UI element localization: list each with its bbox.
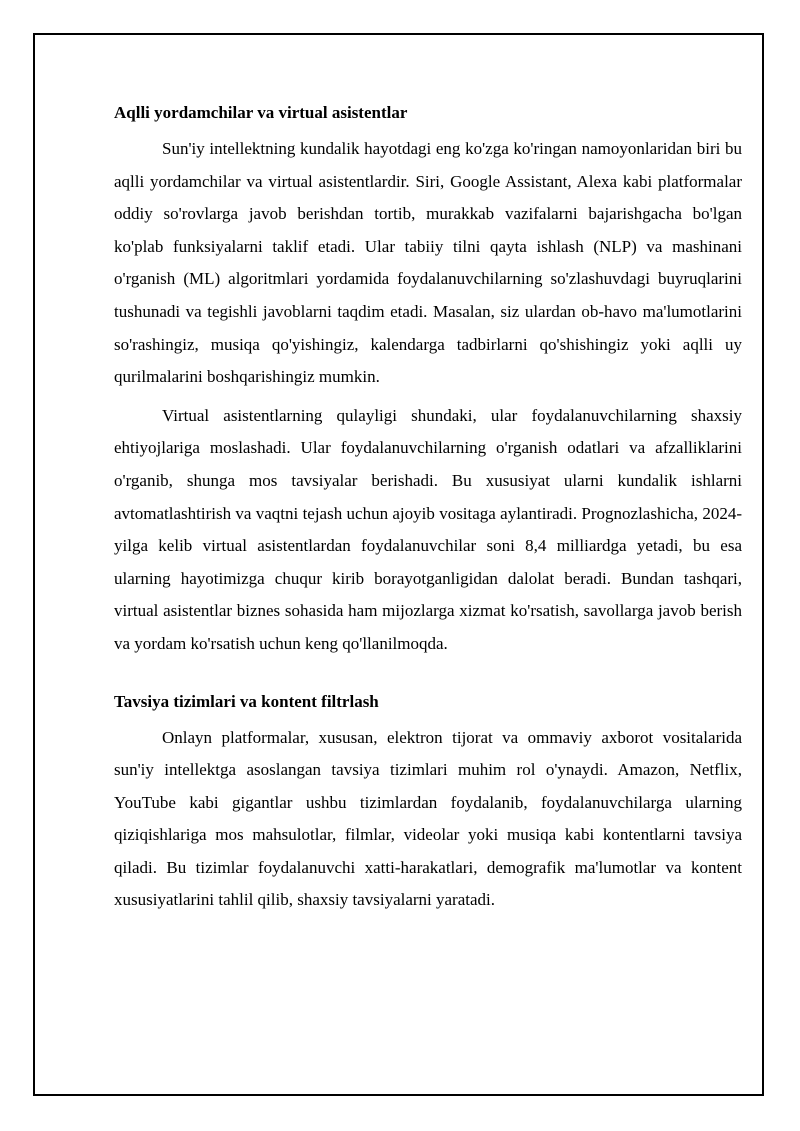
section-heading: Tavsiya tizimlari va kontent filtrlash [114, 691, 379, 711]
document-body [114, 97, 742, 923]
paragraph: Virtual asistentlarning qulayligi shundaki, ular foydalanuvchilarning shaxsiy ehtiyojlariga moslashadi. Ular foydalanuvchilarning o'rganish odatlari va afzalliklarini o'rganib, shunga mos tavsiyalar berishadi. Bu xususiyat ularni kundalik ishlarni avtomatlashtirish va vaqtni tejash uchun ajoyib vositaga aylantiradi. Prognozlashicha, 2024-yilga kelib virtual asistentlardan foydalanuvchilar soni 8,4 milliardga yetadi, bu esa ularning hayotimizga chuqur kirib borayotganligidan dalolat beradi. Bundan tashqari, virtual asistentlar biznes sohasida ham mijozlarga xizmat ko'rsatish, savollarga javob berish va yordam ko'rsatish uchun keng qo'llanilmoqda. [114, 405, 742, 653]
paragraph: Sun'iy intellektning kundalik hayotdagi eng ko'zga ko'ringan namoyonlaridan biri bu aqlli yordamchilar va virtual asistentlardir. Siri, Google Assistant, Alexa kabi platformalar oddiy so'rovlarga javob berishdan tortib, murakkab vazifalarni bajarishgacha bo'lgan ko'plab funksiyalarni taklif etadi. Ular tabiiy tilni qayta ishlash (NLP) va mashinani o'rganish (ML) algoritmlari yordamida foydalanuvchilarning so'zlashuvdagi buyruqlarini tushunadi va tegishli javoblarni taqdim etadi. Masalan, siz ulardan ob-havo ma'lumotlarini so'rashingiz, musiqa qo'yishingiz, kalendarga tadbirlarni qo'shishingiz yoki aqlli uy qurilmalarini boshqarishingiz mumkin. [114, 139, 742, 387]
section-heading: Aqlli yordamchilar va virtual asistentlar [114, 103, 408, 122]
paragraph: Onlayn platformalar, xususan, elektron tijorat va ommaviy axborot vositalarida sun'iy intellektga asoslangan tavsiya tizimlari muhim rol o'ynaydi. Amazon, Netflix, YouTube kabi gigantlar ushbu tizimlardan foydalanib, foydalanuvchilarga ularning qiziqishlariga mos mahsulotlar, filmlar, videolar yoki musiqa kabi kontentlarni tavsiya qiladi. Bu tizimlar foydalanuvchi xatti-harakatlari, demografik ma'lumotlar va kontent xususiyatlarini tahlil qilib, shaxsiy tavsiyalarni yaratadi. [114, 727, 742, 910]
section-virtual-assistants [114, 97, 742, 661]
section-recommendation-systems [114, 686, 742, 918]
